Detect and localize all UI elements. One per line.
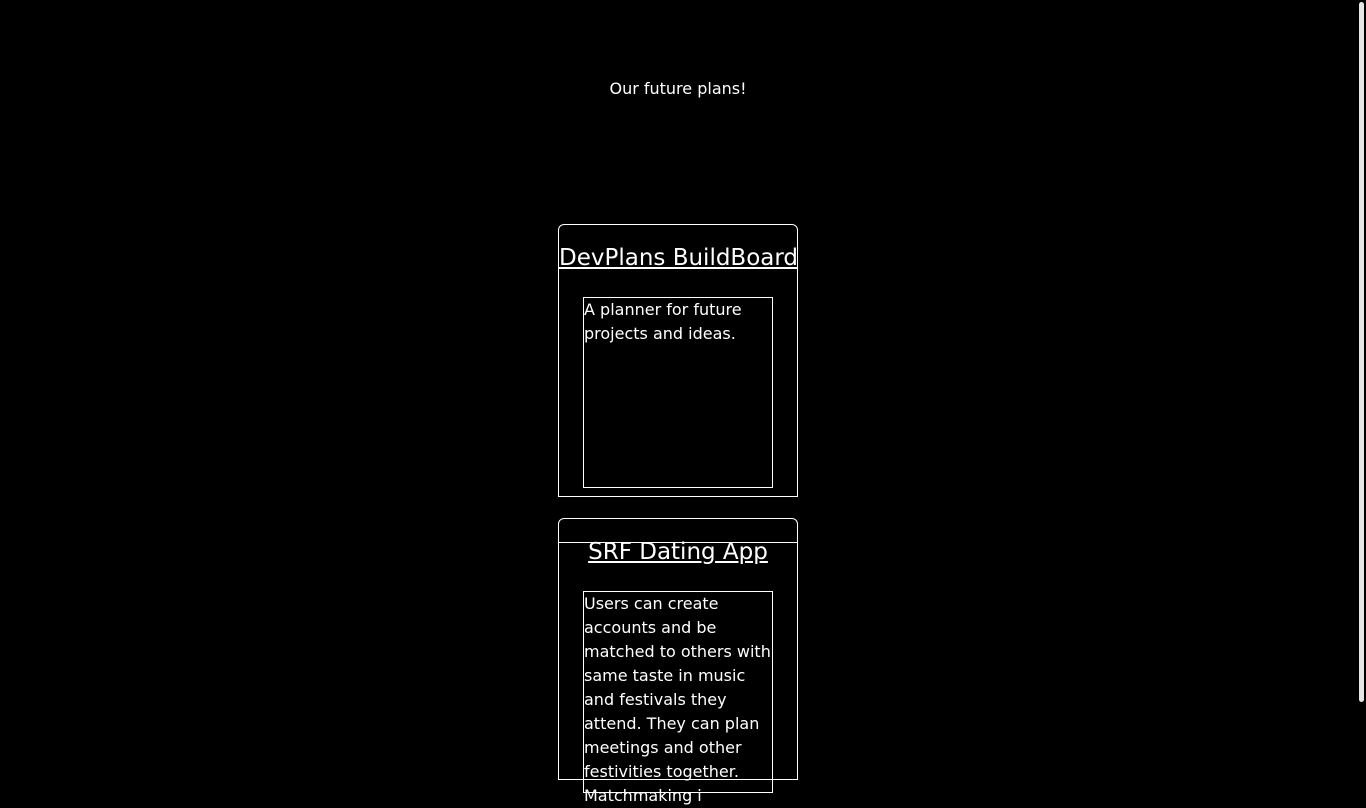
project-card-srf-dating [558,518,798,805]
project-card-devplans [558,224,798,497]
project-description: Users can create accounts and be matched to others with same taste in music and festivals they attend. They can plan meetings and other festivities together. Matchmaking i [584,594,771,805]
project-title-link[interactable]: SRF Dating App [588,539,768,565]
scrollbar-thumb[interactable] [1359,2,1364,702]
card-divider [558,542,798,543]
project-description-box [583,297,773,488]
vertical-scrollbar[interactable] [1356,0,1366,768]
project-title-link[interactable]: DevPlans BuildBoard [559,245,799,271]
page-title: Our future plans! [609,79,747,98]
project-description: A planner for future projects and ideas. [584,300,742,343]
project-description-box [583,591,773,805]
